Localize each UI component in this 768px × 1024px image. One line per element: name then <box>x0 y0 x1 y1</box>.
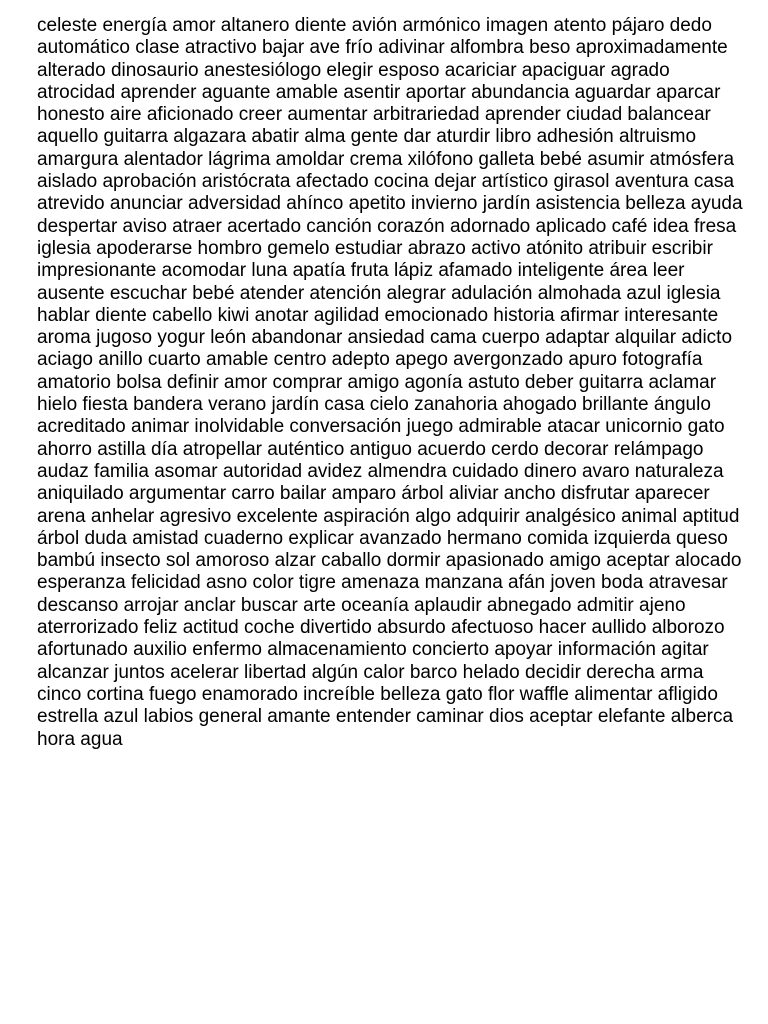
text-line: hablar diente cabello kiwi anotar agilidad emocionado historia afirmar interesante <box>37 304 719 326</box>
text-line: cinco cortina fuego enamorado increíble belleza gato flor waffle alimentar afligido <box>37 683 718 705</box>
text-line: despertar aviso atraer acertado canción corazón adornado aplicado café idea fresa <box>37 215 737 237</box>
text-line: automático clase atractivo bajar ave frío adivinar alfombra beso aproximadamente <box>37 37 728 59</box>
text-line: honesto aire aficionado creer aumentar arbitrariedad aprender ciudad balancear <box>37 104 711 126</box>
text-line: amargura alentador lágrima amoldar crema xilófono galleta bebé asumir atmósfera <box>37 148 735 170</box>
text-line: aislado aprobación aristócrata afectado cocina dejar artístico girasol aventura casa <box>37 171 735 193</box>
text-line: aroma jugoso yogur león abandonar ansiedad cama cuerpo adaptar alquilar adicto <box>37 327 733 349</box>
text-line: atrocidad aprender aguante amable asentir aportar abundancia aguardar aparcar <box>37 81 721 103</box>
text-line: impresionante acomodar luna apatía fruta lápiz afamado inteligente área leer <box>37 260 685 282</box>
text-line: descanso arrojar anclar buscar arte oceanía aplaudir abnegado admitir ajeno <box>37 594 686 616</box>
text-line: afortunado auxilio enfermo almacenamiento concierto apoyar información agitar <box>37 639 709 661</box>
word-list-text <box>37 15 768 751</box>
text-line: aciago anillo cuarto amable centro adepto apego avergonzado apuro fotografía <box>37 349 703 371</box>
text-line: bambú insecto sol amoroso alzar caballo dormir apasionado amigo aceptar alocado <box>37 550 742 572</box>
text-line: celeste energía amor altanero diente avión armónico imagen atento pájaro dedo <box>37 15 712 36</box>
text-line: alterado dinosaurio anestesiólogo elegir esposo acariciar apaciguar agrado <box>37 59 670 81</box>
text-line: esperanza felicidad asno color tigre amenaza manzana afán joven boda atravesar <box>37 572 728 594</box>
text-line: acreditado animar inolvidable conversación juego admirable atacar unicornio gato <box>37 416 725 438</box>
text-line: árbol duda amistad cuaderno explicar avanzado hermano comida izquierda queso <box>37 527 728 549</box>
text-line: ahorro astilla día atropellar auténtico antiguo acuerdo cerdo decorar relámpago <box>37 438 704 460</box>
text-line: aniquilado argumentar carro bailar amparo árbol aliviar ancho disfrutar aparecer <box>37 483 710 505</box>
text-line: audaz familia asomar autoridad avidez almendra cuidado dinero avaro naturaleza <box>37 460 724 482</box>
text-line: amatorio bolsa definir amor comprar amigo agonía astuto deber guitarra aclamar <box>37 371 717 393</box>
text-line: arena anhelar agresivo excelente aspiración algo adquirir analgésico animal aptitud <box>37 505 740 527</box>
text-line: alcanzar juntos acelerar libertad algún calor barco helado decidir derecha arma <box>37 661 704 683</box>
text-line: iglesia apoderarse hombro gemelo estudiar abrazo activo atónito atribuir escribir <box>37 237 713 259</box>
text-line: aquello guitarra algazara abatir alma gente dar aturdir libro adhesión altruismo <box>37 126 697 148</box>
text-line: aterrorizado feliz actitud coche divertido absurdo afectuoso hacer aullido alborozo <box>37 617 725 639</box>
text-line: atrevido anunciar adversidad ahínco apetito invierno jardín asistencia belleza ayuda <box>37 193 743 215</box>
text-line: hielo fiesta bandera verano jardín casa cielo zanahoria ahogado brillante ángulo <box>37 394 711 416</box>
text-line: estrella azul labios general amante entender caminar dios aceptar elefante alberca <box>37 706 734 728</box>
text-line: hora agua <box>37 728 123 750</box>
text-line: ausente escuchar bebé atender atención alegrar adulación almohada azul iglesia <box>37 282 721 304</box>
